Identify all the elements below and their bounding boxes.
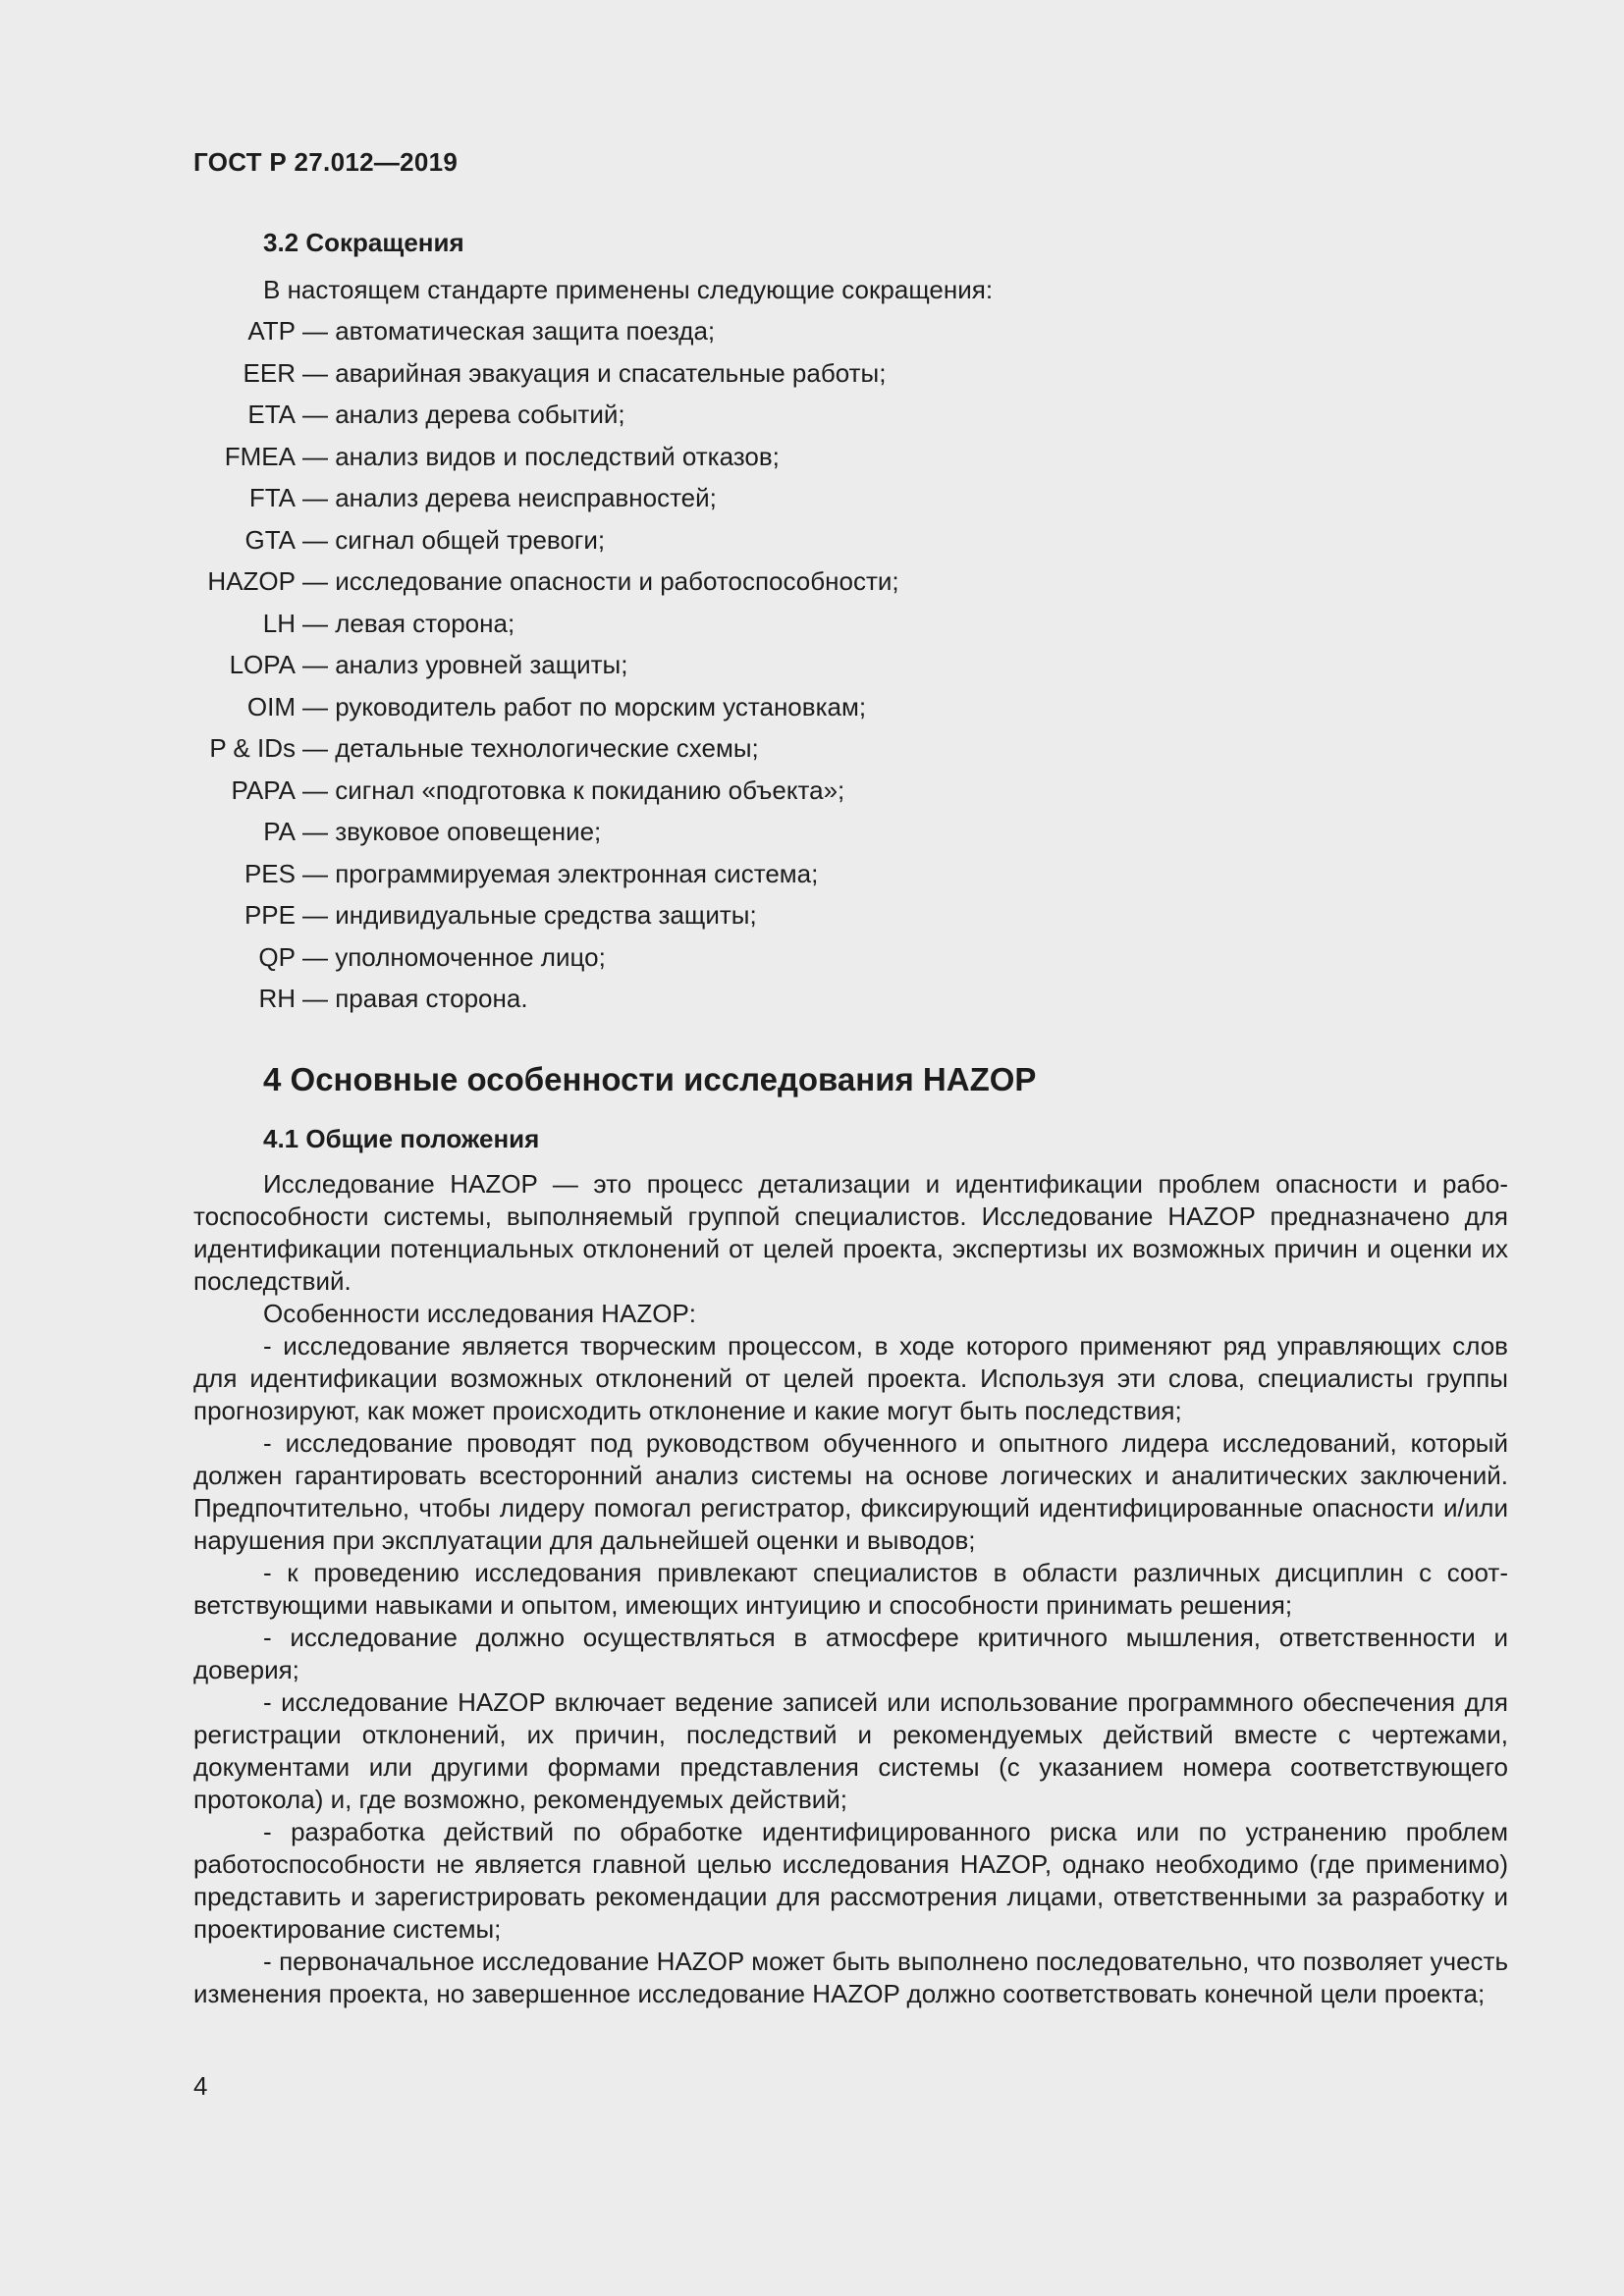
abbreviation-term: OIM [246,691,296,721]
abbreviations-intro: В настоящем стандарте применены следующие сокращения: [263,275,994,304]
abbreviation-term: ATP [247,316,296,346]
abbreviation-definition: — левая сторона; [302,608,515,638]
abbreviation-row [0,358,1624,400]
list-item: - исследование проводят под руководством обученного и опытного лидера исследований, который должен гарантировать всесторонний анализ системы на основе логических и аналитических заключений. Предпочтительно, чтобы лидеру помогал регистратор, фиксирующий идентифицированные опасности и/или нарушения при эксплуатации для дальнейшей оценки и выводов; [193,1428,1508,1555]
abbreviation-definition: — уполномоченное лицо; [302,941,606,972]
abbreviation-term: ETA [247,400,296,429]
abbreviation-definition: — детальные технологические схемы; [302,733,759,763]
section-3-2-title: 3.2 Сокращения [263,228,464,257]
abbreviation-definition: — звуковое оповещение; [302,817,602,846]
abbreviation-row [0,400,1624,442]
abbreviation-definition: — исследование опасности и работоспособности; [302,566,899,596]
abbreviation-definition: — анализ дерева неисправностей; [302,483,717,512]
abbreviation-definition: — программируемая электронная система; [302,858,819,888]
abbreviation-definition: — сигнал «подготовка к покиданию объекта»; [302,774,845,805]
abbreviation-row [0,483,1624,525]
list-item: - к проведению исследования привлекают специалистов в области различных дисциплин с соответствующими навыками и опытом, имеющих интуицию и способности принимать решения; [193,1558,1508,1620]
abbreviation-term: P & IDs [209,733,296,763]
abbreviation-row [0,609,1624,651]
page-number: 4 [193,2071,208,2101]
list-item: - разработка действий по обработке идентифицированного риска или по устранению проблем работоспособности не является главной целью исследования HAZOP, однако необходимо (где применимо) представить и зарегистрировать рекомендации для рассмотрения лицами, ответственными за разработку и проектирование системы; [193,1817,1508,1944]
abbreviation-term: GTA [244,524,296,555]
section-4-1-body [193,1168,1508,2010]
abbreviation-term: RH [258,984,296,1013]
abbreviation-row [0,566,1624,609]
abbreviation-definition: — правая сторона. [302,984,528,1013]
abbreviation-term: FTA [248,483,296,512]
abbreviation-term: PA [263,817,296,846]
section-4-title: 4 Основные особенности исследования HAZOP [263,1061,1037,1097]
abbreviation-definition: — сигнал общей тревоги; [302,524,606,555]
abbreviation-row [0,733,1624,775]
section-4-1-title: 4.1 Общие положения [263,1124,540,1153]
list-item: - исследование является творческим процессом, в ходе которого применяют ряд управляющих слов для идентификации возможных отклонений от целей проекта. Используя эти слова, специалисты группы прогнозируют, как может происходить отклонение и какие могут быть последствия; [193,1331,1508,1425]
abbreviation-row [0,692,1624,734]
document-id: ГОСТ Р 27.012—2019 [193,147,459,177]
abbreviation-row [0,859,1624,901]
abbreviation-term: LH [262,608,296,638]
abbreviation-row [0,900,1624,942]
abbreviation-term: FMEA [224,441,296,471]
abbreviation-row [0,525,1624,567]
abbreviation-definition: — анализ видов и последствий отказов; [302,441,780,471]
abbreviation-term: EER [243,357,296,388]
abbreviation-definition: — аварийная эвакуация и спасательные работы; [302,357,887,388]
abbreviation-row [0,817,1624,859]
abbreviation-term: LOPA [229,650,296,679]
abbreviation-row [0,775,1624,818]
abbreviation-row [0,442,1624,484]
abbreviation-term: HAZOP [207,566,296,596]
list-item: - первоначальное исследование HAZOP может быть выполнено последовательно, что позволяет учесть изменения проекта, но завершенное исследование HAZOP должно соответствовать конечной цели проекта; [193,1947,1508,2008]
abbreviation-definition: — руководитель работ по морским установкам; [302,691,867,721]
list-item: - исследование должно осуществляться в атмосфере критичного мышления, ответственности и доверия; [193,1623,1508,1684]
paragraph: Исследование HAZOP — это процесс детализации и идентификации проблем опасности и работоспособности системы, выполняемый группой специалистов. Исследование HAZOP предназначено для идентификации потенциальных отклонений от целей проекта, экспертизы их возможных причин и оценки их последствий. [193,1169,1508,1296]
paragraph: Особенности исследования HAZOP: [263,1299,697,1328]
abbreviation-list [0,316,1624,1026]
abbreviation-definition: — индивидуальные средства защиты; [302,900,757,930]
abbreviation-term: QP [258,941,296,972]
abbreviation-row [0,942,1624,985]
abbreviation-definition: — анализ дерева событий; [302,400,625,429]
abbreviation-row [0,984,1624,1026]
abbreviation-term: PES [244,858,296,888]
list-item: - исследование HAZOP включает ведение записей или использование программного обеспечения для регистрации отклонений, их причин, последствий и рекомендуемых действий вместе с чертежами, документами или другими формами представления системы (с указанием номера соответствующего протокола) и, где возможно, рекомендуемых действий; [193,1687,1508,1814]
abbreviation-definition: — автоматическая защита поезда; [302,316,716,346]
abbreviation-term: PPE [244,900,296,930]
abbreviation-row [0,650,1624,692]
abbreviation-row [0,316,1624,358]
abbreviation-term: PAPA [231,774,296,805]
abbreviation-definition: — анализ уровней защиты; [302,650,628,679]
